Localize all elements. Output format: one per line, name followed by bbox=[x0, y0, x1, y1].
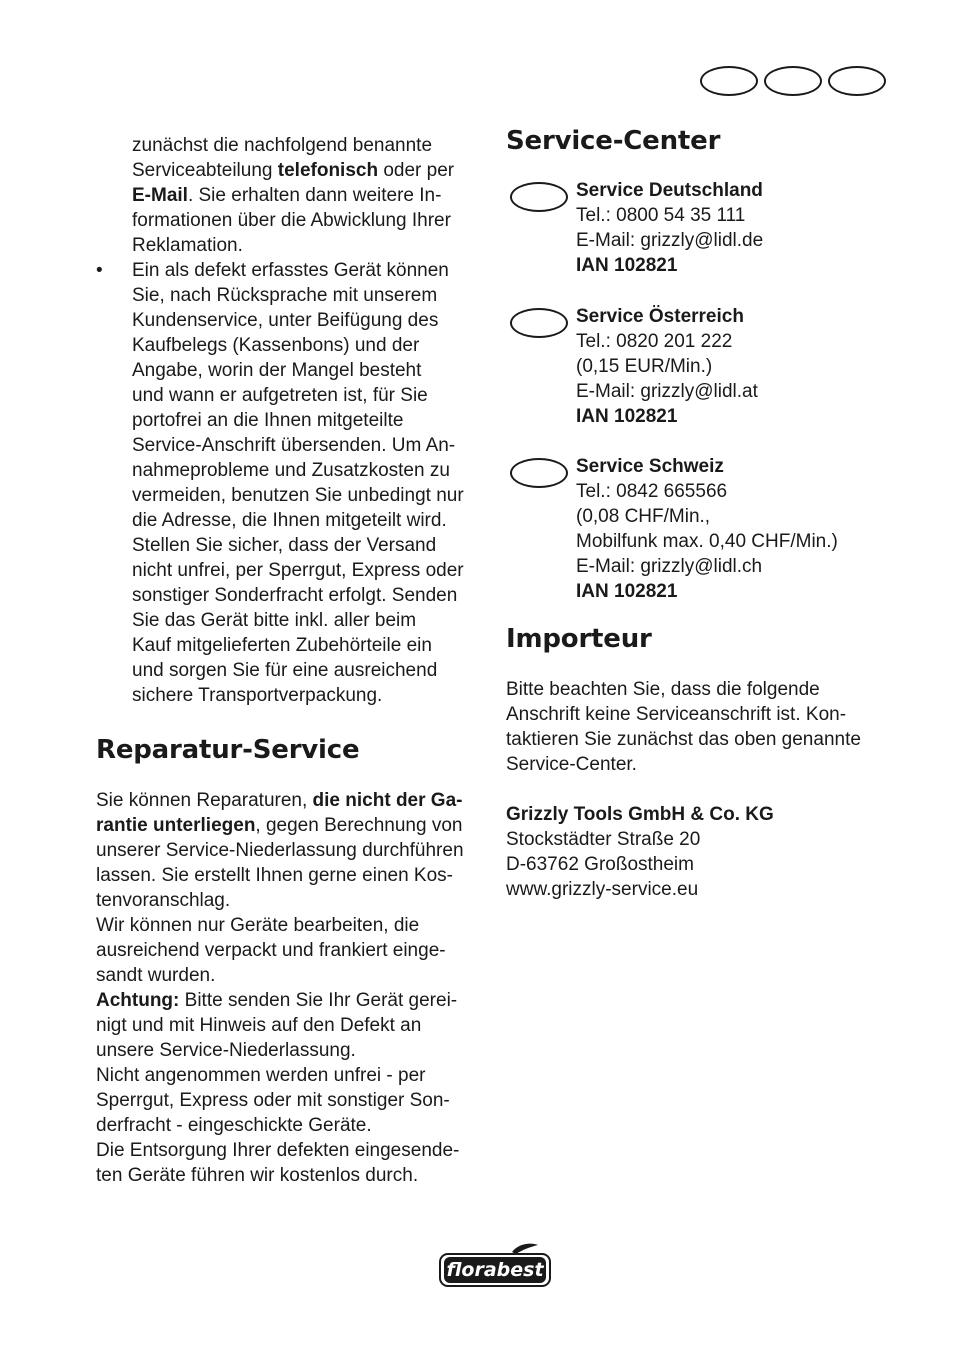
text-line: Sie können Reparaturen, die nicht der Ga- bbox=[96, 790, 463, 811]
text-line: und sorgen Sie für eine ausreichend bbox=[132, 660, 438, 681]
repair-service-heading: Reparatur-Service bbox=[96, 735, 360, 765]
service-rate: (0,15 EUR/Min.) bbox=[576, 356, 713, 377]
text-line: Wir können nur Geräte bearbeiten, die bbox=[96, 915, 420, 936]
text-line: ten Geräte führen wir kostenlos durch. bbox=[96, 1165, 419, 1186]
service-phone: Tel.: 0842 665566 bbox=[576, 481, 728, 502]
service-germany bbox=[506, 178, 906, 278]
text-line: Ein als defekt erfasstes Gerät können bbox=[132, 260, 449, 281]
text-line: unsere Service-Niederlassung. bbox=[96, 1040, 356, 1061]
text-line: Angabe, worin der Mangel besteht bbox=[132, 360, 422, 381]
text-line: die Adresse, die Ihnen mitgeteilt wird. bbox=[132, 510, 447, 531]
florabest-logo bbox=[438, 1242, 552, 1288]
text-line: portofrei an die Ihnen mitgeteilte bbox=[132, 410, 404, 431]
service-name: Service Österreich bbox=[576, 306, 744, 327]
service-email: E-Mail: grizzly@lidl.ch bbox=[576, 556, 763, 577]
country-badge bbox=[510, 182, 568, 212]
service-email: E-Mail: grizzly@lidl.at bbox=[576, 381, 758, 402]
service-phone: Tel.: 0800 54 35 111 bbox=[576, 205, 746, 226]
text-line: ausreichend verpackt und frankiert einge- bbox=[96, 940, 446, 961]
text-line: derfracht - eingeschickte Geräte. bbox=[96, 1115, 372, 1136]
text-line: sonstiger Sonderfracht erfolgt. Senden bbox=[132, 585, 458, 606]
country-badge bbox=[510, 308, 568, 338]
text-line: zunächst die nachfolgend benannte bbox=[132, 135, 433, 156]
text-line: unserer Service-Niederlassung durchführen bbox=[96, 840, 464, 861]
bullet-item bbox=[96, 258, 486, 708]
country-badge bbox=[510, 458, 568, 488]
text-line: formationen über die Abwicklung Ihrer bbox=[132, 210, 451, 231]
service-name: Service Deutschland bbox=[576, 180, 763, 201]
service-center-heading: Service-Center bbox=[506, 126, 721, 156]
service-name: Service Schweiz bbox=[576, 456, 724, 477]
text-line: Bitte beachten Sie, dass die folgende bbox=[506, 679, 820, 700]
left-column bbox=[96, 133, 486, 1188]
service-phone: Tel.: 0820 201 222 bbox=[576, 331, 733, 352]
company-name: Grizzly Tools GmbH & Co. KG bbox=[506, 804, 774, 825]
language-badge bbox=[764, 66, 822, 96]
text-line: Service-Anschrift übersenden. Um An- bbox=[132, 435, 456, 456]
text-line: nigt und mit Hinweis auf den Defekt an bbox=[96, 1015, 422, 1036]
service-switzerland bbox=[506, 454, 906, 604]
importer-address bbox=[506, 802, 906, 902]
service-ian: IAN 102821 bbox=[576, 581, 678, 602]
text-line: Achtung: Bitte senden Sie Ihr Gerät gerei- bbox=[96, 990, 458, 1011]
text-line: Serviceabteilung telefonisch oder per bbox=[132, 160, 455, 181]
language-badge bbox=[828, 66, 886, 96]
text-line: Service-Center. bbox=[506, 754, 637, 775]
language-badges bbox=[700, 66, 890, 100]
address-line: Stockstädter Straße 20 bbox=[506, 829, 701, 850]
service-rate: (0,08 CHF/Min., bbox=[576, 506, 711, 527]
service-ian: IAN 102821 bbox=[576, 255, 678, 276]
service-rate: Mobilfunk max. 0,40 CHF/Min.) bbox=[576, 531, 838, 552]
text-line: tenvoranschlag. bbox=[96, 890, 231, 911]
text-line: Sie, nach Rücksprache mit unserem bbox=[132, 285, 438, 306]
language-badge bbox=[700, 66, 758, 96]
text-line: Kundenservice, unter Beifügung des bbox=[132, 310, 439, 331]
text-line: E-Mail. Sie erhalten dann weitere In- bbox=[132, 185, 442, 206]
intro-paragraph bbox=[132, 133, 486, 258]
text-line: Kauf mitgelieferten Zubehörteile ein bbox=[132, 635, 432, 656]
address-line: D-63762 Großostheim bbox=[506, 854, 694, 875]
text-line: und wann er aufgetreten ist, für Sie bbox=[132, 385, 428, 406]
repair-paragraph bbox=[96, 788, 486, 1188]
text-line: lassen. Sie erstellt Ihnen gerne einen Kos- bbox=[96, 865, 453, 886]
importer-paragraph bbox=[506, 677, 906, 777]
text-line: rantie unterliegen, gegen Berechnung von bbox=[96, 815, 463, 836]
text-line: Anschrift keine Serviceanschrift ist. Kon- bbox=[506, 704, 847, 725]
text-line: taktieren Sie zunächst das oben genannte bbox=[506, 729, 861, 750]
text-line: Nicht angenommen werden unfrei - per bbox=[96, 1065, 426, 1086]
importer-heading: Importeur bbox=[506, 624, 652, 654]
service-email: E-Mail: grizzly@lidl.de bbox=[576, 230, 764, 251]
text-line: sandt wurden. bbox=[96, 965, 216, 986]
text-line: Sperrgut, Express oder mit sonstiger Son- bbox=[96, 1090, 450, 1111]
text-line: Reklamation. bbox=[132, 235, 243, 256]
text-line: nicht unfrei, per Sperrgut, Express oder bbox=[132, 560, 464, 581]
service-ian: IAN 102821 bbox=[576, 406, 678, 427]
text-line: Die Entsorgung Ihrer defekten eingesende- bbox=[96, 1140, 460, 1161]
text-line: Kaufbelegs (Kassenbons) und der bbox=[132, 335, 420, 356]
text-line: Stellen Sie sicher, dass der Versand bbox=[132, 535, 437, 556]
right-column bbox=[506, 126, 906, 902]
bullet-icon: • bbox=[96, 260, 103, 281]
logo-text: florabest bbox=[446, 1259, 544, 1281]
website-link[interactable]: www.grizzly-service.eu bbox=[506, 879, 699, 900]
text-line: nahmeprobleme und Zusatzkosten zu bbox=[132, 460, 450, 481]
text-line: vermeiden, benutzen Sie unbedingt nur bbox=[132, 485, 464, 506]
service-austria bbox=[506, 304, 906, 429]
text-line: sichere Transportverpackung. bbox=[132, 685, 383, 706]
text-line: Sie das Gerät bitte inkl. aller beim bbox=[132, 610, 417, 631]
